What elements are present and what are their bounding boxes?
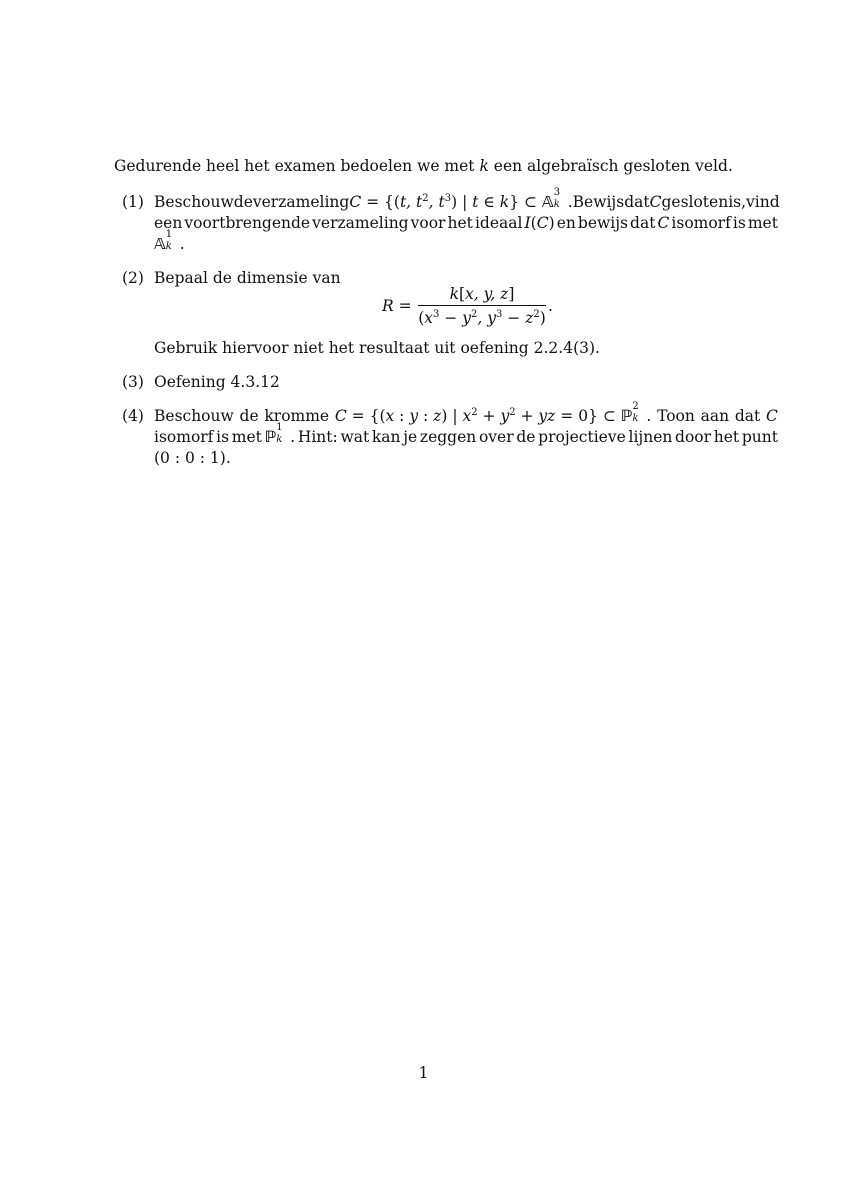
formula-lhs: R = — [382, 297, 412, 315]
problem-1-line-2: een voortbrengende verzameling voor het ideaal I(C) en bewijs dat C isomorf is met — [154, 214, 778, 232]
problem-number: (4) — [122, 407, 144, 425]
intro-text: Gedurende heel het examen bedoelen we met k een algebraïsch gesloten veld. — [114, 157, 733, 175]
formula-fraction — [418, 283, 546, 328]
problem-2-line-1: Bepaal de dimensie van — [154, 269, 341, 287]
fraction-numerator: k[x, y, z] — [449, 285, 515, 303]
problem-number: (1) — [122, 193, 144, 211]
problem-1 — [122, 187, 780, 255]
problem-4-text — [154, 401, 778, 469]
problem-1-line-1: Beschouw de verzameling C = {(t, $t^2$, $t^3$) | t ∈ k} ⊂ 𝔸 3 k . Bewijs dat C gesloten is, vind — [154, 187, 780, 211]
problem-2-after — [122, 338, 778, 359]
problem-1-line-3: 𝔸 1 k . — [154, 229, 185, 253]
problem-4 — [122, 401, 778, 469]
problem-1-text — [154, 187, 780, 255]
problem-number: (3) — [122, 373, 144, 391]
problem-4-line-2: isomorf is met ℙ 1 k . Hint: wat kan je zeggen over de projectieve lijnen door het punt — [154, 422, 778, 446]
formula-period: . — [548, 297, 553, 315]
problem-4-line-1: Beschouw de kromme C = {(x : y : z) | $x^2 + y^2$ + yz = 0} ⊂ ℙ 2 k . Toon aan dat C — [154, 401, 778, 425]
problem-number: (2) — [122, 269, 144, 287]
page-number: 1 — [418, 1064, 429, 1082]
problem-2-note: Gebruik hiervoor niet het resultaat uit oefening 2.2.4(3). — [154, 339, 600, 357]
fraction-denominator: ($x^3 - y^2$, $y^3 - z^2$) — [418, 309, 546, 327]
problem-4-line-3: (0 : 0 : 1). — [154, 449, 231, 467]
problem-3-line-1: Oefening 4.3.12 — [154, 373, 280, 391]
problem-3 — [122, 372, 778, 393]
